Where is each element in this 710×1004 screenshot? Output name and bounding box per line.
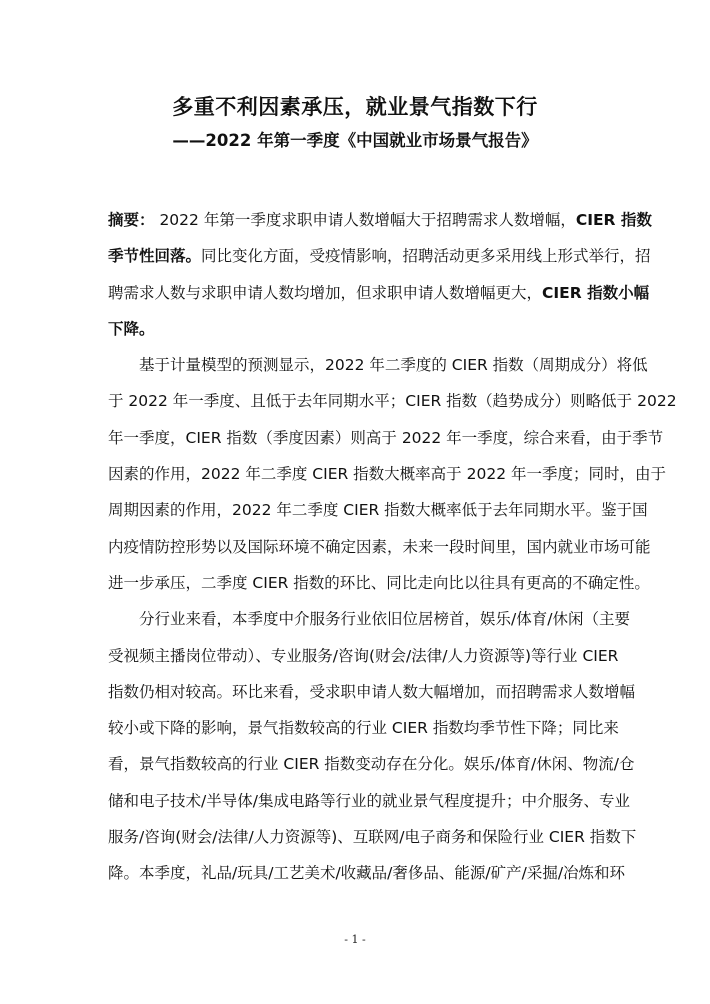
abstract-paragraph <box>108 202 652 347</box>
paragraph-line: 服务/咨询(财会/法律/人力资源等)、互联网/电子商务和保险行业 CIER 指数下 <box>108 828 637 847</box>
abstract-bold-run: 下降。 <box>108 319 155 338</box>
paragraph-line: 受视频主播岗位带动）、专业服务/咨询(财会/法律/人力资源等)等行业 CIER <box>108 646 619 665</box>
industry-paragraph <box>108 601 637 891</box>
abstract-line <box>108 311 604 347</box>
abstract-bold-run: 季节性回落。 <box>108 247 202 266</box>
paragraph-line: 指数仍相对较高。环比来看，受求职申请人数大幅增加，而招聘需求人数增幅 <box>108 682 636 701</box>
paragraph-line: 年一季度，CIER 指数（季度因素）则高于 2022 年一季度，综合来看，由于季节 <box>108 428 664 447</box>
paragraph-line: 基于计量模型的预测显示，2022 年二季度的 CIER 指数（周期成分）将低 <box>139 356 648 375</box>
document-body <box>108 202 677 892</box>
abstract-text-run: 同比变化方面，受疫情影响，招聘活动更多采用线上形式举行，招 <box>201 247 651 266</box>
abstract-bold-run: 摘要： <box>108 211 155 229</box>
abstract-line <box>108 202 652 238</box>
abstract-bold-run: CIER 指数小幅 <box>542 283 650 302</box>
paragraph-line: 分行业来看，本季度中介服务行业依旧位居榜首，娱乐/体育/休闲（主要 <box>139 610 630 629</box>
paragraph-line: 看，景气指数较高的行业 CIER 指数变动存在分化。娱乐/体育/休闲、物流/仓 <box>108 755 635 774</box>
abstract-text-run: 聘需求人数与求职申请人数均增加，但求职申请人数增幅更大， <box>108 283 543 302</box>
paragraph-line: 因素的作用，2022 年二季度 CIER 指数大概率高于 2022 年一季度；同时，由于 <box>108 465 666 484</box>
abstract-line <box>108 238 651 274</box>
document-title: 多重不利因素承压，就业景气指数下行 <box>172 95 538 119</box>
paragraph-line: 于 2022 年一季度、且低于去年同期水平；CIER 指数（趋势成分）则略低于 2022 <box>108 392 677 411</box>
paragraph-line: 进一步承压，二季度 CIER 指数的环比、同比走向比以往具有更高的不确定性。 <box>108 573 650 592</box>
forecast-paragraph <box>108 347 677 601</box>
paragraph-line: 储和电子技术/半导体/集成电路等行业的就业景气程度提升；中介服务、专业 <box>108 791 630 810</box>
document-subtitle: ——2022 年第一季度《中国就业市场景气报告》 <box>172 131 538 150</box>
paragraph-line: 较小或下降的影响，景气指数较高的行业 CIER 指数均季节性下降；同比来 <box>108 719 619 738</box>
paragraph-line: 周期因素的作用，2022 年二季度 CIER 指数大概率低于去年同期水平。鉴于国 <box>108 501 648 520</box>
abstract-line <box>108 275 650 311</box>
abstract-bold-run: CIER 指数 <box>575 211 652 229</box>
paragraph-line: 内疫情防控形势以及国际环境不确定因素，未来一段时间里，国内就业市场可能 <box>108 537 651 556</box>
paragraph-line: 降。本季度，礼品/玩具/工艺美术/收藏品/奢侈品、能源/矿产/采掘/冶炼和环 <box>108 864 626 883</box>
abstract-text-run: 2022 年第一季度求职申请人数增幅大于招聘需求人数增幅， <box>154 211 576 229</box>
page-number: - 1 - <box>344 933 366 946</box>
